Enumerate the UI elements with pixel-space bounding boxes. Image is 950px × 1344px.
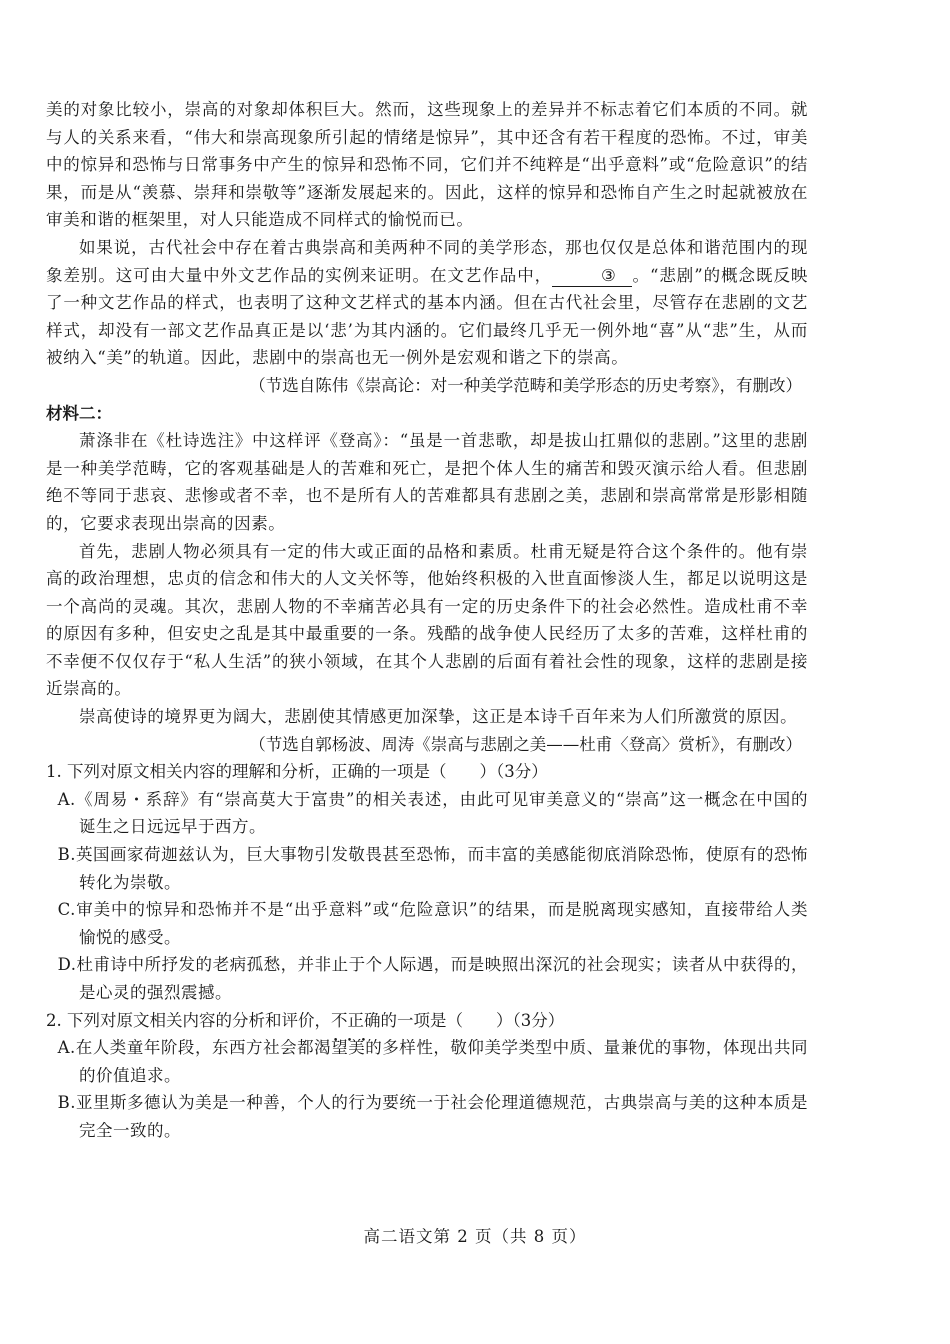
question-1-option-b: B.英国画家荷迦兹认为，巨大事物引发敬畏甚至恐怖，而丰富的美感能彻底消除恐怖，使原有的恐怖转化为崇敬。: [57, 845, 808, 892]
question-2-stem-pre: 2. 下列对原文相关内容的分析和评价，: [46, 1010, 331, 1030]
material-2-paragraph-3: 崇高使诗的境界更为阔大，悲剧使其情感更加深挚，这正是本诗千百年来为人们所激赏的原因。: [79, 707, 798, 727]
paragraph-1: 美的对象比较小，崇高的对象却体积巨大。然而，这些现象上的差异并不标志着它们本质的不同。就与人的关系来看，“伟大和崇高现象所引起的情绪是惊异”，其中还含有若干程度的恐怖。不过，审美中的惊异和恐怖与日常事务中产生的惊异和恐怖不同，它们并不纯粹是“出乎意料”或“危险意识”的结果，而是从“羡慕、崇拜和崇敬等”逐渐发展起来的。因此，这样的惊异和恐怖自产生之时起就被放在审美和谐的框架里，对人只能造成不同样式的愉悦而已。: [46, 100, 808, 230]
material-2-heading: 材料二：: [46, 403, 112, 423]
source-citation-2: （节选自郭杨波、周涛《崇高与悲剧之美——杜甫〈登高〉赏析》，有删改）: [249, 734, 802, 754]
page-footer: 高二语文第 2 页（共 8 页）: [363, 1227, 587, 1246]
question-2-option-b: B.亚里斯多德认为美是一种善，个人的行为要统一于社会伦理道德规范，古典崇高与美的这种本质是完全一致的。: [57, 1093, 808, 1140]
page-content: [46, 96, 808, 1145]
question-1-option-c: C.审美中的惊异和恐怖并不是“出乎意料”或“危险意识”的结果，而是脱离现实感知，直接带给人类愉悦的感受。: [57, 900, 808, 947]
paragraph-2-before: 如果说，古代社会中存在着古典崇高和美两种不同的美学形态，那也仅仅是总体和谐范围内的现象差别。这可由大量中外文艺作品的实例来证明。在文艺作品中，: [46, 237, 808, 285]
question-2-stem-post: 的一项是（ ）（3分）: [380, 1010, 565, 1030]
source-citation-1: （节选自陈伟《崇高论：对一种美学范畴和美学形态的历史考察》，有删改）: [249, 375, 802, 395]
paragraph-2: [46, 234, 808, 372]
question-2-option-a: A.在人类童年阶段，东西方社会都渴望美的多样性，敬仰美学类型中质、量兼优的事物，体现出共同的价值追求。: [57, 1038, 808, 1085]
material-2-paragraph-1: 萧涤非在《杜诗选注》中这样评《登高》：“虽是一首悲歌，却是拔山扛鼎似的悲剧。”这里的悲剧是一种美学范畴，它的客观基础是人的苦难和死亡，是把个体人生的痛苦和毁灭演示给人看。但悲剧绝不等同于悲哀、悲惨或者不幸，也不是所有人的苦难都具有悲剧之美，悲剧和崇高常常是形影相随的，它要求表现出崇高的因素。: [46, 431, 808, 533]
material-2-paragraph-2: 首先，悲剧人物必须具有一定的伟大或正面的品格和素质。杜甫无疑是符合这个条件的。他有崇高的政治理想，忠贞的信念和伟大的人文关怀等，他始终积极的入世直面惨淡人生，都足以说明这是一个高尚的灵魂。其次，悲剧人物的不幸痛苦必具有一定的历史条件下的社会必然性。造成杜甫不幸的原因有多种，但安史之乱是其中最重要的一条。残酷的战争使人民经历了太多的苦难，这样杜甫的不幸便不仅仅存于“私人生活”的狭小领域，在其个人悲剧的后面有着社会性的现象，这样的悲剧是接近崇高的。: [46, 541, 808, 699]
blank-3: ③: [552, 266, 632, 287]
question-2-stem: [46, 1007, 808, 1035]
question-1-option-a: A.《周易・系辞》有“崇高莫大于富贵”的相关表述，由此可见审美意义的“崇高”这一概念在中国的诞生之日远远早于西方。: [57, 789, 808, 837]
paragraph-2-after: 。“悲剧”的概念既反映了一种文艺作品的样式，也表明了这种文艺样式的基本内涵。但在古代社会里，尽管存在悲剧的文艺样式，却没有一部文艺作品真正是以‘悲’为其内涵的。它们最终几乎无一例外地“喜”从“悲”生，从而被纳入“美”的轨道。因此，悲剧中的崇高也无一例外是宏观和谐之下的崇高。: [46, 265, 808, 368]
question-2-emphasis: 不正确 • •: [331, 1011, 381, 1030]
question-1-option-d: D.杜甫诗中所抒发的老病孤愁，并非止于个人际遇，而是映照出深沉的社会现实；读者从中获得的，是心灵的强烈震撼。: [57, 955, 808, 1002]
question-1-stem: 1. 下列对原文相关内容的理解和分析，正确的一项是（ ）（3分）: [46, 762, 548, 782]
